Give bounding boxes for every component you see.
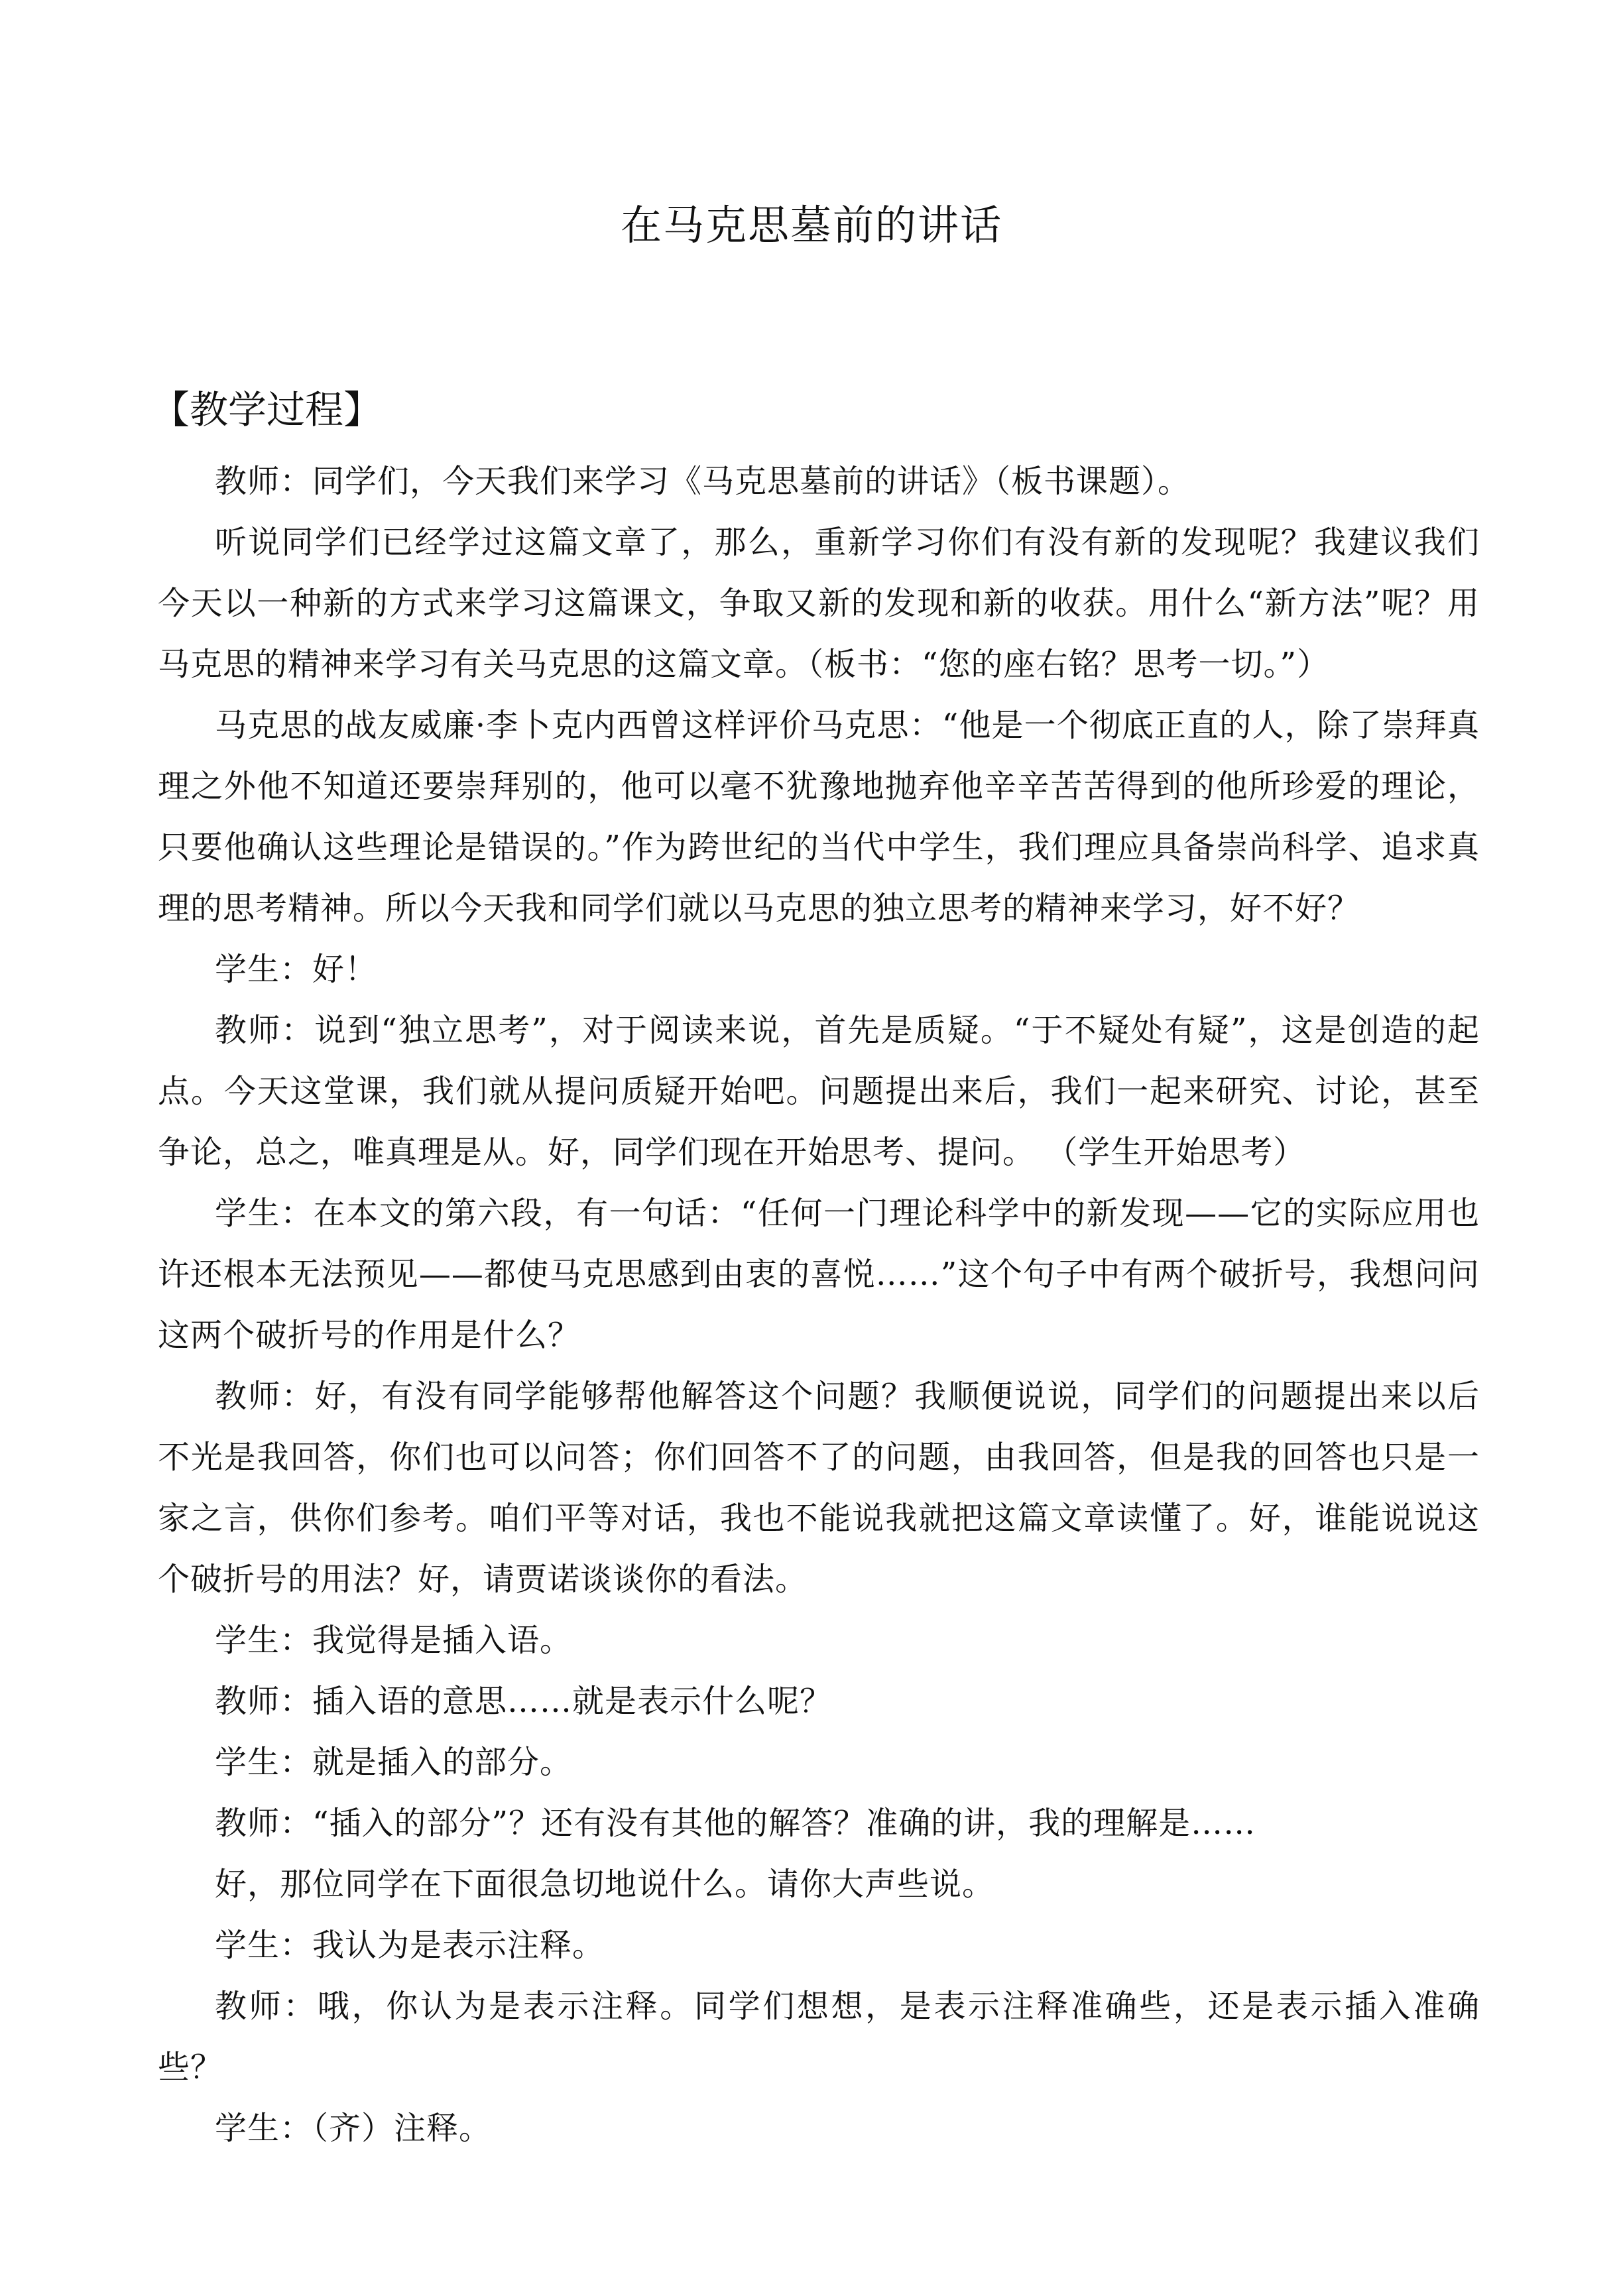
paragraph: 学生：就是插入的部分。: [215, 1744, 573, 1781]
paragraph: 教师：同学们，今天我们来学习《马克思墓前的讲话》（板书课题）。: [215, 463, 1191, 500]
paragraph: 听说同学们已经学过这篇文章了，那么，重新学习你们有没有新的发现呢？我建议我们今天以一种新的方式来学习这篇课文，争取又新的发现和新的收获。用什么“新方法”呢？用马克思的精神来学习有关马克思的这篇文章。（板书：“您的座右铭？思考一切。”）: [158, 524, 1480, 683]
document-body: [158, 451, 1480, 2159]
paragraph: 教师：插入语的意思……就是表示什么呢？: [215, 1683, 833, 1720]
paragraph: 学生：（齐）注释。: [215, 2110, 492, 2147]
page-title: 在马克思墓前的讲话: [620, 201, 1002, 249]
paragraph: 学生：我认为是表示注释。: [215, 1927, 605, 1964]
section-heading: 【教学过程】: [151, 387, 383, 432]
paragraph: 教师：“插入的部分”？还有没有其他的解答？准确的讲，我的理解是……: [215, 1805, 1256, 1842]
paragraph: 学生：在本文的第六段，有一句话：“任何一门理论科学中的新发现——它的实际应用也许还根本无法预见——都使马克思感到由衷的喜悦……”这个句子中有两个破折号，我想问问这两个破折号的作用是什么？: [158, 1195, 1480, 1354]
paragraph: 好，那位同学在下面很急切地说什么。请你大声些说。: [215, 1866, 995, 1903]
paragraph: 教师：好，有没有同学能够帮他解答这个问题？我顺便说说，同学们的问题提出来以后不光是我回答，你们也可以问答；你们回答不了的问题，由我回答，但是我的回答也只是一家之言，供你们参考。咱们平等对话，我也不能说我就把这篇文章读懂了。好，谁能说说这个破折号的用法？好，请贾诺谈谈你的看法。: [158, 1378, 1480, 1598]
paragraph: 教师：哦，你认为是表示注释。同学们想想，是表示注释准确些，还是表示插入准确些？: [158, 1988, 1480, 2086]
paragraph: 学生：好！: [215, 951, 378, 988]
paragraph: 学生：我觉得是插入语。: [215, 1622, 573, 1659]
paragraph: 马克思的战友威廉·李卜克内西曾这样评价马克思：“他是一个彻底正直的人，除了崇拜真理之外他不知道还要崇拜别的，他可以毫不犹豫地抛弃他辛辛苦苦得到的他所珍爱的理论，只要他确认这些理论是错误的。”作为跨世纪的当代中学生，我们理应具备崇尚科学、追求真理的思考精神。所以今天我和同学们就以马克思的独立思考的精神来学习，好不好？: [158, 707, 1480, 927]
paragraph: 教师：说到“独立思考”，对于阅读来说，首先是质疑。“于不疑处有疑”，这是创造的起点。今天这堂课，我们就从提问质疑开始吧。问题提出来后，我们一起来研究、讨论，甚至争论，总之，唯真理是从。好，同学们现在开始思考、提问。 （学生开始思考）: [158, 1012, 1480, 1171]
